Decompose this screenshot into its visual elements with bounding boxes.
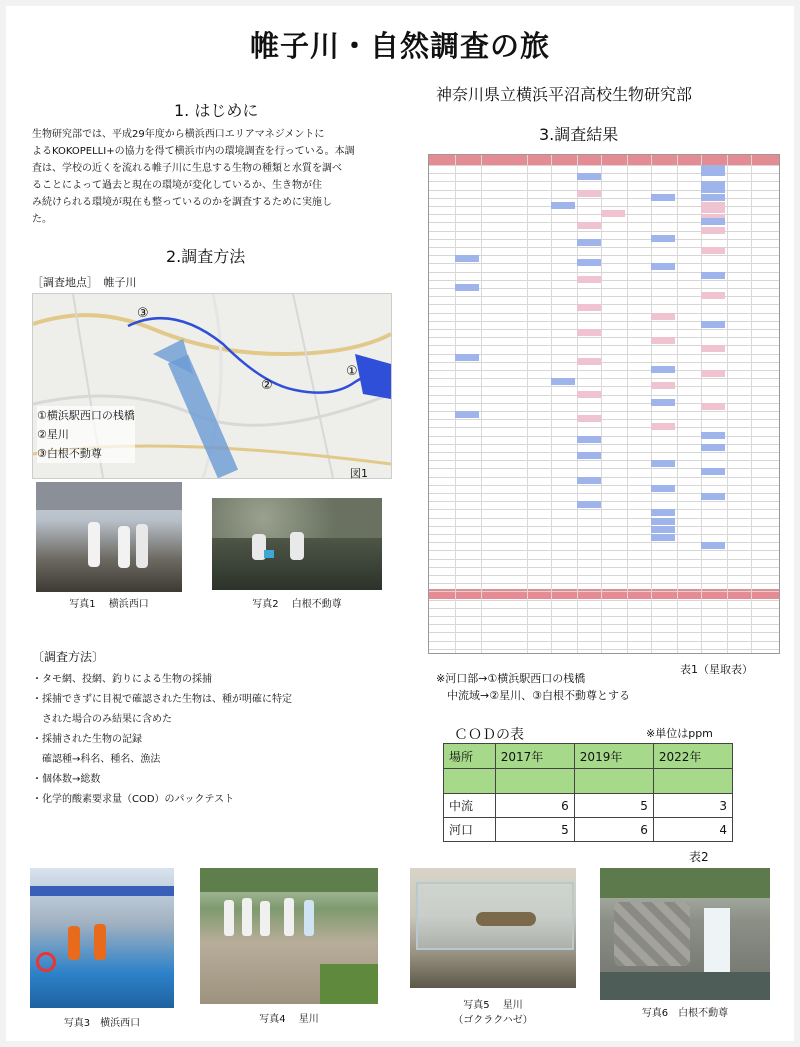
- photo-1-caption: 写真1 横浜西口: [69, 599, 149, 610]
- note-line: 中流域→②星川、③白根不動尊とする: [436, 689, 630, 702]
- table-col-line: [751, 155, 752, 653]
- table-cell-mark: [651, 509, 675, 516]
- table-cell-mark: [551, 202, 575, 209]
- photo-5-subcaption: （ゴクラクハゼ）: [453, 1015, 533, 1026]
- photo-4-caption: 写真4 星川: [259, 1014, 319, 1025]
- table-cell-mark: [455, 411, 479, 418]
- map-marker-1: ①: [346, 364, 358, 379]
- table-cell-mark: [577, 259, 601, 266]
- photo-5-caption-line: 写真5 星川: [463, 1000, 523, 1011]
- table-cell-mark: [701, 403, 725, 410]
- cod-row: [444, 794, 733, 818]
- table-cell-mark: [577, 276, 601, 283]
- cod-unit-note: ※単位はppm: [646, 727, 713, 740]
- photo-2: [212, 498, 382, 590]
- page-title: 帷子川・自然調査の旅: [249, 29, 550, 63]
- table-cell-mark: [577, 239, 601, 246]
- photo-5-caption: [410, 996, 576, 1026]
- photo-3-caption: 写真3 横浜西口: [63, 1018, 141, 1029]
- note-line: ※河口部→①横浜駅西口の桟橋: [436, 672, 586, 685]
- legend-item: ①横浜駅西口の桟橋: [37, 409, 135, 422]
- table-cell-mark: [701, 468, 725, 475]
- table-cell-mark: [651, 460, 675, 467]
- cod-col-header: 場所: [444, 744, 496, 769]
- table-cell-mark: [701, 444, 725, 451]
- table-cell-mark: [701, 493, 725, 500]
- table-cell-mark: [701, 292, 725, 299]
- table-cell-mark: [701, 542, 725, 549]
- table-col-line: [527, 155, 528, 653]
- table-cell-mark: [455, 354, 479, 361]
- table-cell-mark: [651, 263, 675, 270]
- cod-place: 中流: [444, 794, 496, 818]
- intro-line: み続けられる環境が現在も整っているのかを調査するために実施し: [32, 197, 332, 208]
- table-cell-mark: [701, 206, 725, 213]
- cod-value: 3: [653, 794, 732, 818]
- cod-value: 5: [574, 794, 653, 818]
- table-cell-mark: [701, 345, 725, 352]
- table-cell-mark: [651, 534, 675, 541]
- map-marker-3: ③: [137, 306, 149, 321]
- cod-value: 5: [495, 818, 574, 842]
- table-col-line: [627, 155, 628, 653]
- table-cell-mark: [701, 370, 725, 377]
- map-figure: [32, 293, 392, 479]
- photo-2-caption: 写真2 白根不動尊: [252, 599, 342, 610]
- table-cell-mark: [577, 452, 601, 459]
- table-cell-mark: [651, 235, 675, 242]
- map-marker-2: ②: [261, 378, 273, 393]
- presence-table: [428, 154, 780, 654]
- table-cell-mark: [601, 210, 625, 217]
- table-cell-mark: [651, 366, 675, 373]
- method-item: 確認種→科名、種名、漁法: [32, 754, 161, 765]
- method-item: ・化学的酸素要求量（COD）のパックテスト: [32, 794, 235, 805]
- table-cell-mark: [577, 190, 601, 197]
- table-cell-mark: [651, 382, 675, 389]
- method-heading: 2.調査方法: [166, 247, 246, 266]
- table-cell-mark: [577, 358, 601, 365]
- table-cell-mark: [651, 313, 675, 320]
- photo-5: [410, 868, 576, 988]
- cod-value: 6: [495, 794, 574, 818]
- table-cell-mark: [577, 501, 601, 508]
- table-cell-mark: [577, 222, 601, 229]
- intro-line: た。: [32, 214, 52, 225]
- table-col-line: [601, 155, 602, 653]
- method-list: [32, 670, 292, 810]
- cod-blank-row: [444, 769, 733, 794]
- intro-line: よるKOKOPELLI+の協力を得て横浜市内の環境調査を行っている。本調: [32, 146, 355, 157]
- method-item: ・タモ網、投網、釣りによる生物の採捕: [32, 674, 212, 685]
- table-col-line: [481, 155, 482, 653]
- table-col-line: [727, 155, 728, 653]
- cod-row: [444, 818, 733, 842]
- table-cell-mark: [701, 169, 725, 176]
- method-subheading: 〔調査方法〕: [32, 650, 105, 664]
- intro-line: 査は、学校の近くを流れる帷子川に生息する生物の種類と水質を調べ: [32, 163, 342, 174]
- table-cell-mark: [651, 485, 675, 492]
- method-item: ・個体数→総数: [32, 774, 101, 785]
- table-cell-mark: [577, 415, 601, 422]
- map-legend: [37, 406, 135, 463]
- table-cell-mark: [577, 436, 601, 443]
- table-cell-mark: [455, 255, 479, 262]
- table-cell-mark: [577, 477, 601, 484]
- results-heading: 3.調査結果: [539, 125, 619, 144]
- table-col-line: [455, 155, 456, 653]
- table-cell-mark: [577, 304, 601, 311]
- table-cell-mark: [651, 518, 675, 525]
- figure-label: 図1: [350, 467, 368, 480]
- cod-caption: 表2: [689, 850, 709, 864]
- cod-table: [443, 743, 733, 842]
- table-cell-mark: [651, 399, 675, 406]
- table-cell-mark: [701, 432, 725, 439]
- cod-value: 4: [653, 818, 732, 842]
- cod-col-header: 2022年: [653, 744, 732, 769]
- photo-3: [30, 868, 174, 1008]
- photo-1: [36, 482, 182, 592]
- table-cell-mark: [577, 173, 601, 180]
- table-cell-mark: [651, 194, 675, 201]
- table-cell-mark: [701, 227, 725, 234]
- method-item: された場合のみ結果に含めた: [32, 714, 172, 725]
- organization-name: 神奈川県立横浜平沼高校生物研究部: [436, 85, 693, 104]
- table-col-line: [577, 155, 578, 653]
- results-notes: [436, 670, 630, 704]
- table-cell-mark: [455, 284, 479, 291]
- table-cell-mark: [651, 423, 675, 430]
- table-cell-mark: [701, 272, 725, 279]
- cod-title: ＣＯＤの表: [454, 727, 524, 743]
- intro-heading: 1. はじめに: [174, 101, 259, 120]
- results-table-caption: 表1（星取表）: [680, 663, 753, 676]
- intro-line: 生物研究部では、平成29年度から横浜西口エリアマネジメントに: [32, 129, 325, 140]
- table-cell-mark: [651, 526, 675, 533]
- table-cell-mark: [701, 194, 725, 201]
- table-cell-mark: [701, 186, 725, 193]
- table-cell-mark: [701, 218, 725, 225]
- cod-col-header: 2017年: [495, 744, 574, 769]
- photo-4: [200, 868, 378, 1004]
- cod-col-header: 2019年: [574, 744, 653, 769]
- intro-line: ることによって過去と現在の環境が変化しているか、生き物が住: [32, 180, 322, 191]
- legend-item: ③白根不動尊: [37, 447, 102, 460]
- cod-value: 6: [574, 818, 653, 842]
- table-cell-mark: [577, 391, 601, 398]
- table-cell-mark: [577, 329, 601, 336]
- intro-text: [32, 126, 402, 228]
- method-item: ・採捕された生物の記録: [32, 734, 142, 745]
- photo-6-caption: 写真6 白根不動尊: [641, 1008, 729, 1019]
- method-item: ・採捕できずに目視で確認された生物は、種が明確に特定: [32, 694, 292, 705]
- poster: [6, 6, 794, 1041]
- table-cell-mark: [701, 247, 725, 254]
- cod-header-row: [444, 744, 733, 769]
- table-cell-mark: [551, 378, 575, 385]
- table-cell-mark: [701, 321, 725, 328]
- legend-item: ②星川: [37, 428, 69, 441]
- table-col-line: [551, 155, 552, 653]
- cod-place: 河口: [444, 818, 496, 842]
- table-col-line: [677, 155, 678, 653]
- table-cell-mark: [651, 337, 675, 344]
- photo-6: [600, 868, 770, 1000]
- site-label: ［調査地点］ 帷子川: [32, 276, 137, 289]
